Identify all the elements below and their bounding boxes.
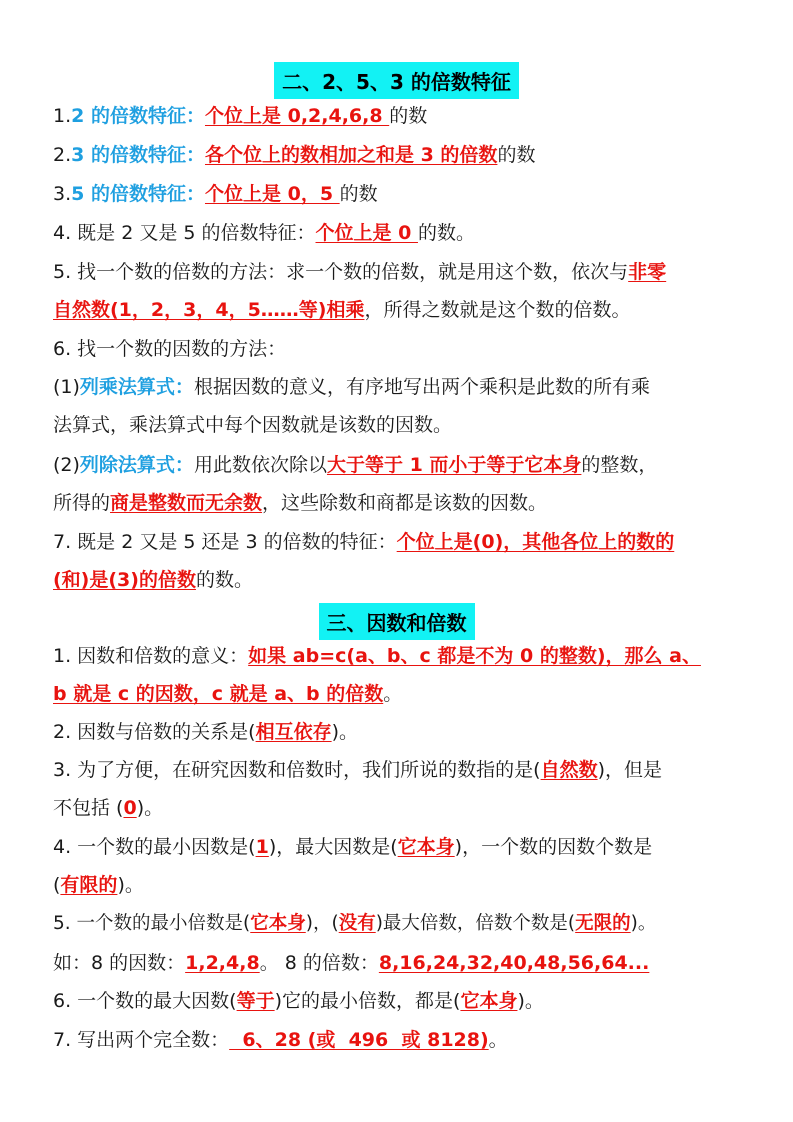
s2-item-4: 4. 既是 2 又是 5 的倍数特征：个位上是 0 的数。 xyxy=(53,222,475,244)
s2-item-6: 6. 找一个数的因数的方法： xyxy=(53,338,287,360)
s3-item-5: 5. 一个数的最小倍数是(它本身)，(没有)最大倍数，倍数个数是(无限的)。 xyxy=(53,913,657,934)
s2-item-1: 1.2 的倍数特征：个位上是 0,2,4,6,8 的数 xyxy=(53,105,428,127)
s2-item-3: 3.5 的倍数特征：个位上是 0，5 的数 xyxy=(53,183,378,205)
section-title-2: 二、2、5、3 的倍数特征 xyxy=(0,62,793,99)
s3-item-4: 4. 一个数的最小因数是(1)，最大因数是(它本身)，一个数的因数个数是 xyxy=(53,836,653,858)
s3-item-2: 2. 因数与倍数的关系是(相互依存)。 xyxy=(53,721,359,743)
s3-item-6: 6. 一个数的最大因数(等于)它的最小倍数，都是(它本身)。 xyxy=(53,990,544,1012)
s3-example: 如：8 的因数：1,2,4,8。 8 的倍数：8,16,24,32,40,48,56,64... xyxy=(53,952,650,974)
s2-item-6b: (2)列除法算式：用此数依次除以大于等于 1 而小于等于它本身的整数， xyxy=(53,454,658,476)
s3-item-3-cont: 不包括 (0)。 xyxy=(53,797,164,819)
s3-item-1-cont: b 就是 c 的因数，c 就是 a、b 的倍数。 xyxy=(53,683,403,705)
s3-item-1: 1. 因数和倍数的意义：如果 ab=c(a、b、c 都是不为 0 的整数)，那么 a、 xyxy=(53,645,701,667)
s2-item-7-cont: (和)是(3)的倍数的数。 xyxy=(53,569,253,591)
s3-item-7: 7. 写出两个完全数： 6、28 (或 496 或 8128)。 xyxy=(53,1029,508,1051)
section-title-3: 三、因数和倍数 xyxy=(0,603,793,640)
s2-item-7: 7. 既是 2 又是 5 还是 3 的倍数的特征：个位上是(0)，其他各位上的数的 xyxy=(53,531,675,553)
s3-item-4-cont: (有限的)。 xyxy=(53,874,144,896)
s2-item-6a: (1)列乘法算式：根据因数的意义，有序地写出两个乘积是此数的所有乘 xyxy=(53,376,650,398)
s2-item-6a-cont: 法算式，乘法算式中每个因数就是该数的因数。 xyxy=(53,414,453,436)
s2-item-5-cont: 自然数(1，2，3，4，5……等)相乘，所得之数就是这个数的倍数。 xyxy=(53,299,631,321)
s2-item-5: 5. 找一个数的倍数的方法：求一个数的倍数，就是用这个数，依次与非零 xyxy=(53,261,667,283)
s3-item-3: 3. 为了方便，在研究因数和倍数时，我们所说的数指的是(自然数)，但是 xyxy=(53,759,663,781)
s2-item-6b-cont: 所得的商是整数而无余数，这些除数和商都是该数的因数。 xyxy=(53,492,548,514)
s2-item-2: 2.3 的倍数特征：各个位上的数相加之和是 3 的倍数的数 xyxy=(53,144,536,166)
